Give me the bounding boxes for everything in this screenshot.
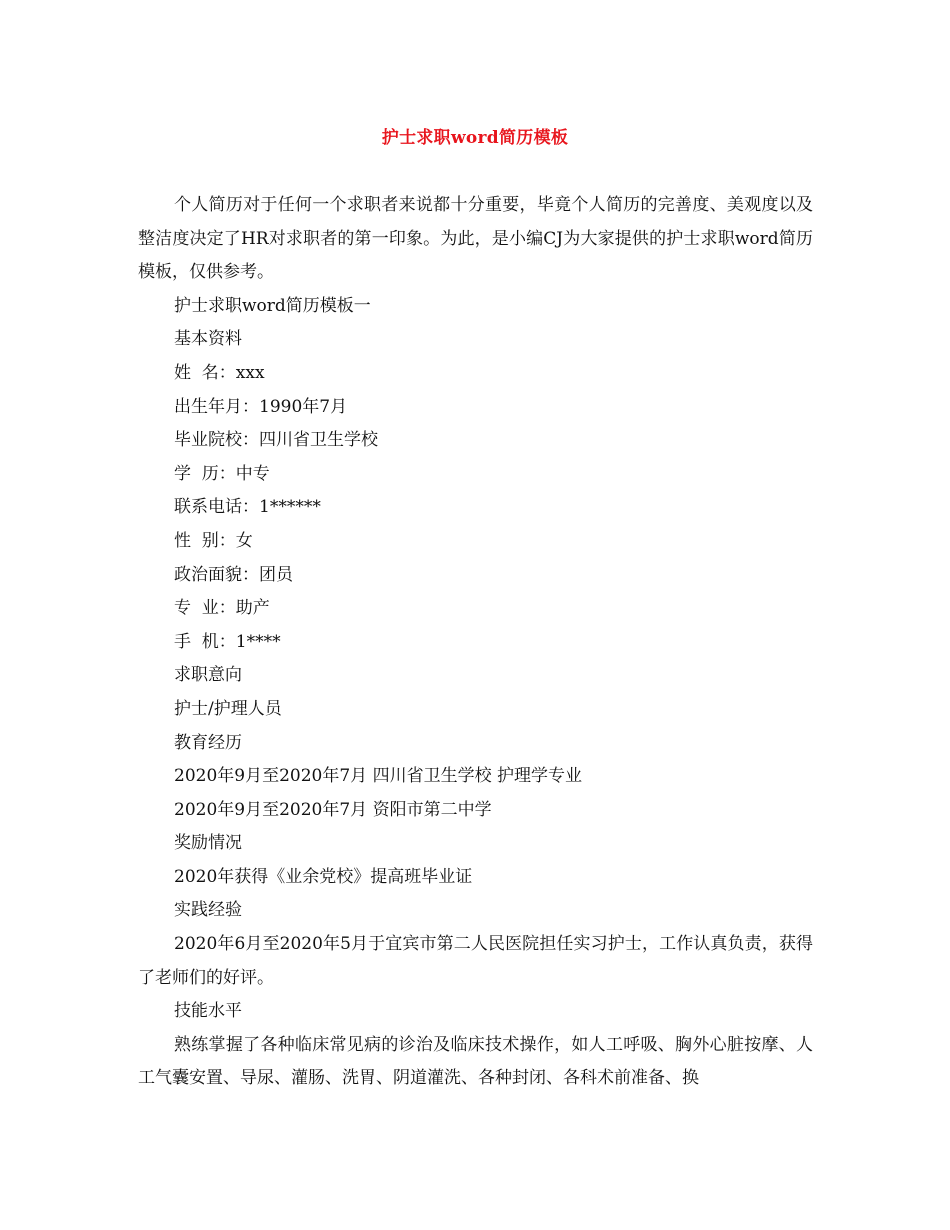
field-education: 学 历：中专 — [174, 463, 270, 484]
job-intention-heading: 求职意向 — [174, 665, 242, 686]
job-intention-value: 护士/护理人员 — [174, 698, 282, 719]
practice-paragraph: 2020年6月至2020年5月于宜宾市第二人民医院担任实习护士，工作认真负责，获得了老师们的好评。 — [138, 934, 813, 988]
field-phone: 联系电话：1****** — [174, 497, 321, 518]
field-political: 政治面貌：团员 — [174, 564, 293, 585]
field-gender: 性 别：女 — [174, 530, 253, 551]
document-body — [138, 189, 813, 1096]
field-birth: 出生年月：1990年7月 — [174, 396, 348, 417]
awards-item: 2020年获得《业余党校》提高班毕业证 — [174, 866, 473, 887]
education-item: 2020年9月至2020年7月 资阳市第二中学 — [174, 799, 492, 820]
education-heading: 教育经历 — [174, 732, 242, 753]
awards-heading: 奖励情况 — [174, 833, 242, 854]
practice-heading: 实践经验 — [174, 900, 242, 921]
field-name: 姓 名：xxx — [174, 362, 265, 383]
field-school: 毕业院校：四川省卫生学校 — [174, 430, 378, 451]
education-item: 2020年9月至2020年7月 四川省卫生学校 护理学专业 — [174, 766, 582, 787]
field-mobile: 手 机：1**** — [174, 631, 281, 652]
template-heading: 护士求职word简历模板一 — [174, 295, 371, 316]
basic-info-heading: 基本资料 — [174, 329, 242, 350]
skills-paragraph: 熟练掌握了各种临床常见病的诊治及临床技术操作，如人工呼吸、胸外心脏按摩、人工气囊安置、导尿、灌肠、洗胃、阴道灌洗、各种封闭、各科术前准备、换 — [138, 1034, 813, 1089]
document-title: 护士求职word简历模板 — [381, 128, 569, 148]
intro-paragraph: 个人简历对于任何一个求职者来说都十分重要，毕竟个人简历的完善度、美观度以及整洁度决定了HR对求职者的第一印象。为此，是小编CJ为大家提供的护士求职word简历模板，仅供参考。 — [138, 195, 813, 283]
skills-heading: 技能水平 — [174, 1001, 242, 1022]
field-major: 专 业：助产 — [174, 598, 270, 619]
